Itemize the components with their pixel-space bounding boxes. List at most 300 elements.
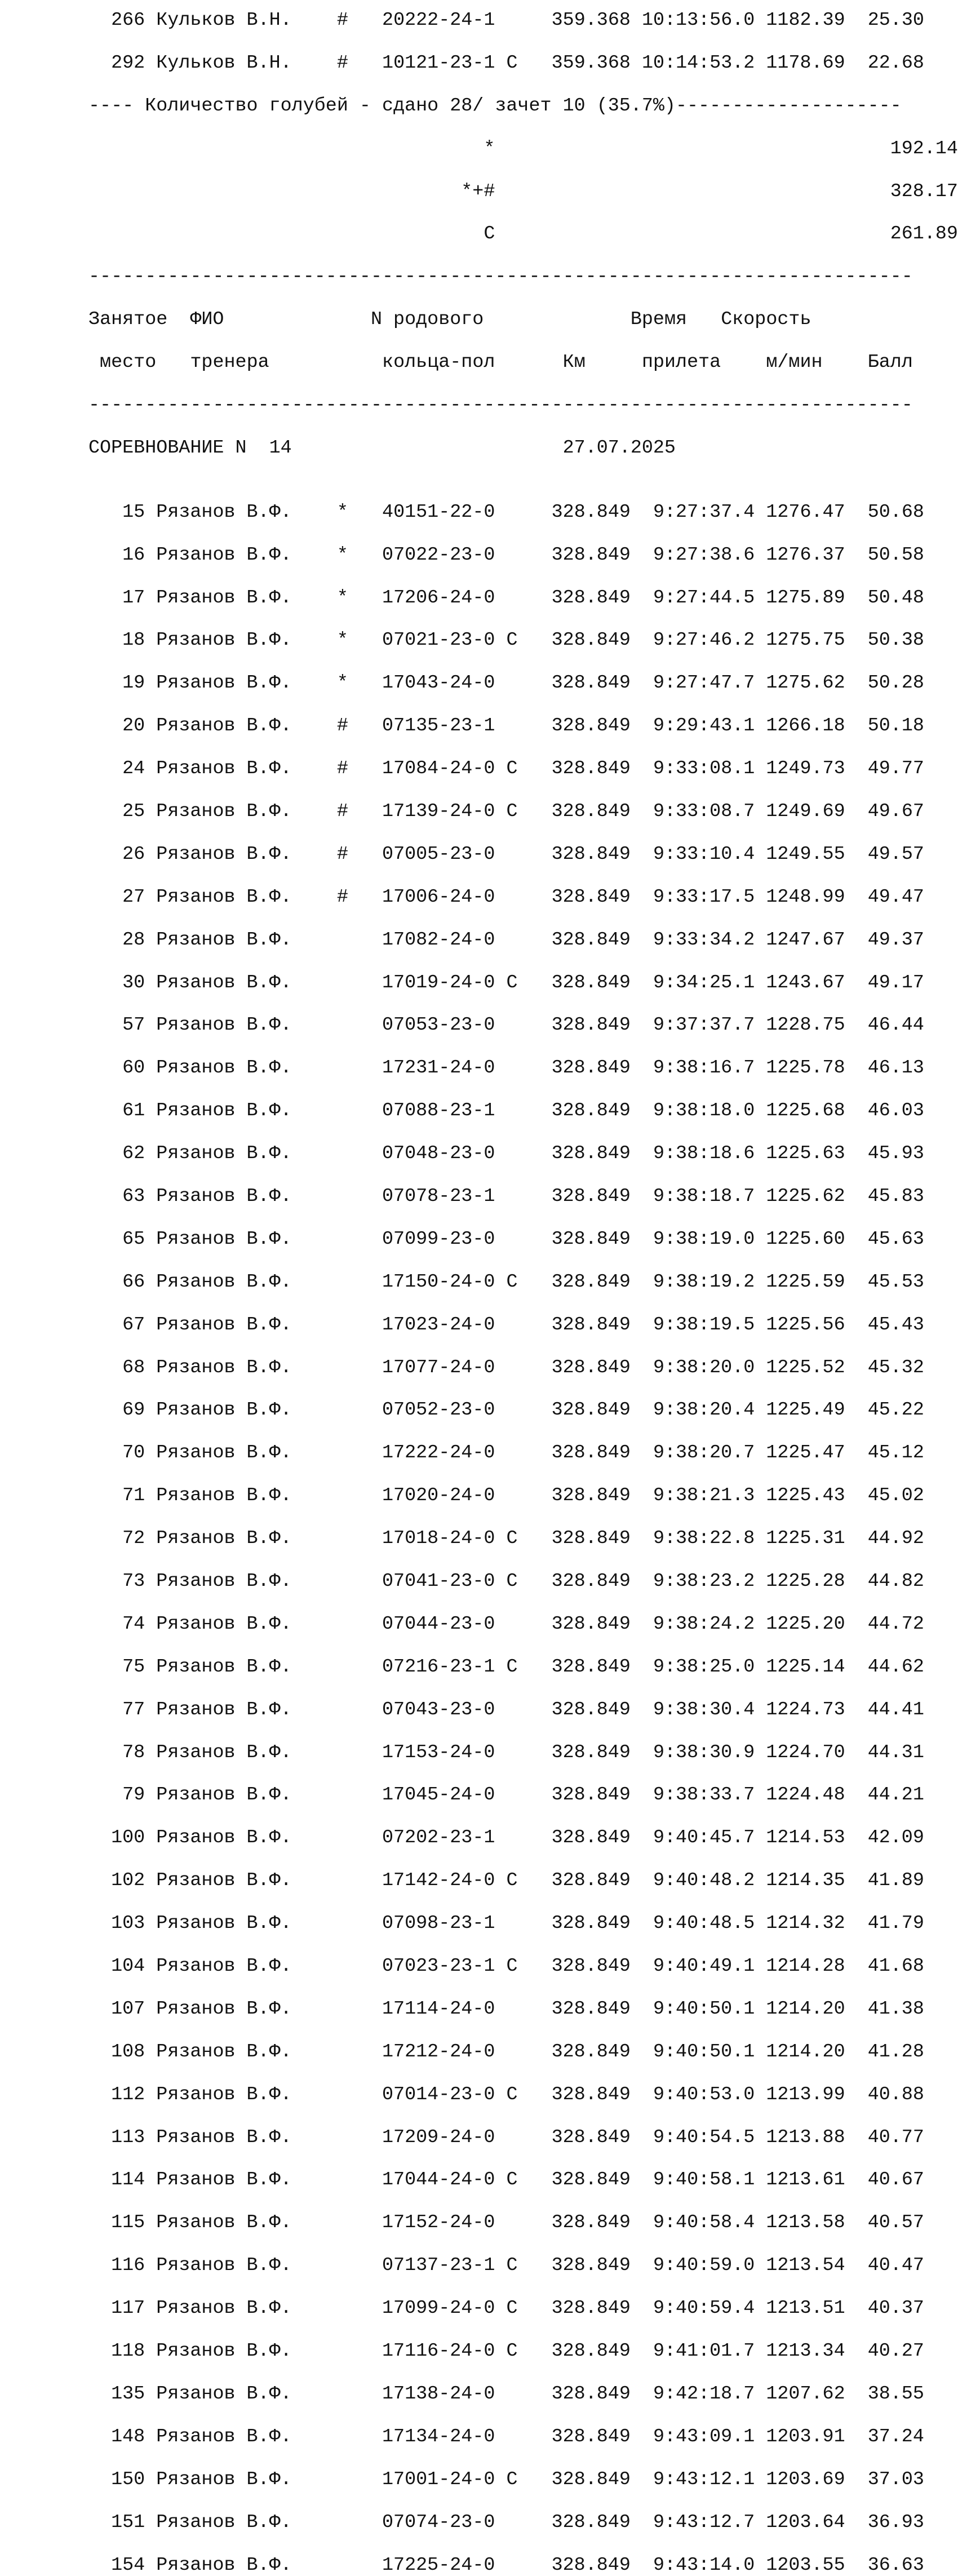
distance-km: 328.849 bbox=[552, 2469, 631, 2490]
place: 67 bbox=[122, 1314, 145, 1336]
points: 44.41 bbox=[868, 1699, 924, 1721]
arrival-time: 9:38:24.2 bbox=[653, 1613, 755, 1635]
result-row bbox=[88, 1999, 958, 2020]
trainer-name: Рязанов В.Ф. bbox=[156, 1913, 291, 1934]
speed: 1225.31 bbox=[766, 1528, 845, 1549]
arrival-time: 9:41:01.7 bbox=[653, 2340, 755, 2362]
arrival-time: 9:40:58.4 bbox=[653, 2212, 755, 2233]
arrival-time: 9:40:50.1 bbox=[653, 1998, 755, 2020]
place: 26 bbox=[122, 844, 145, 865]
arrival-time: 9:38:22.8 bbox=[653, 1528, 755, 1549]
points: 45.22 bbox=[868, 1399, 924, 1421]
speed: 1178.69 bbox=[766, 52, 845, 74]
ring-number: 07137-23-1 bbox=[382, 2255, 495, 2276]
distance-km: 328.849 bbox=[552, 1571, 631, 1592]
trainer-name: Рязанов В.Ф. bbox=[156, 1571, 291, 1592]
distance-km: 328.849 bbox=[552, 1057, 631, 1079]
group-mark: # bbox=[337, 52, 348, 74]
trainer-name: Рязанов В.Ф. bbox=[156, 844, 291, 865]
place: 16 bbox=[122, 544, 145, 566]
result-row bbox=[88, 1486, 958, 1507]
arrival-time: 9:40:49.1 bbox=[653, 1956, 755, 1977]
place: 62 bbox=[122, 1143, 145, 1164]
result-row bbox=[88, 1358, 958, 1379]
ring-number: 07048-23-0 bbox=[382, 1143, 495, 1164]
place: 20 bbox=[122, 715, 145, 737]
result-row bbox=[88, 1186, 958, 1208]
ring-number: 07005-23-0 bbox=[382, 844, 495, 865]
ring-number: 07099-23-0 bbox=[382, 1229, 495, 1250]
arrival-time: 9:40:54.5 bbox=[653, 2127, 755, 2148]
place: 154 bbox=[111, 2555, 145, 2576]
ring-number: 17206-24-0 bbox=[382, 587, 495, 609]
speed: 1275.75 bbox=[766, 629, 845, 651]
distance-km: 328.849 bbox=[552, 2127, 631, 2148]
arrival-time: 9:40:58.1 bbox=[653, 2169, 755, 2191]
speed: 1225.60 bbox=[766, 1229, 845, 1250]
speed: 1276.37 bbox=[766, 544, 845, 566]
results-table bbox=[88, 502, 958, 2576]
ring-number: 17134-24-0 bbox=[382, 2426, 495, 2448]
speed: 1203.91 bbox=[766, 2426, 845, 2448]
distance-km: 328.849 bbox=[552, 2555, 631, 2576]
result-row bbox=[88, 1743, 958, 1764]
place: 150 bbox=[111, 2469, 145, 2490]
sex-mark: C bbox=[506, 1271, 517, 1293]
arrival-time: 9:40:48.2 bbox=[653, 1870, 755, 1891]
ring-number: 40151-22-0 bbox=[382, 502, 495, 523]
speed: 1213.61 bbox=[766, 2169, 845, 2191]
points: 40.77 bbox=[868, 2127, 924, 2148]
ring-number: 17006-24-0 bbox=[382, 886, 495, 908]
points: 37.24 bbox=[868, 2426, 924, 2448]
place: 118 bbox=[111, 2340, 145, 2362]
points: 50.68 bbox=[868, 502, 924, 523]
place: 72 bbox=[122, 1528, 145, 1549]
result-row bbox=[88, 2127, 958, 2149]
ring-number: 07021-23-0 bbox=[382, 629, 495, 651]
result-row bbox=[88, 2042, 958, 2063]
distance-km: 328.849 bbox=[552, 2383, 631, 2405]
separator-line: ------------------------------------------------------------------------- bbox=[88, 267, 958, 288]
trainer-name: Рязанов В.Ф. bbox=[156, 2469, 291, 2490]
speed: 1225.63 bbox=[766, 1143, 845, 1164]
trainer-name: Рязанов В.Ф. bbox=[156, 1485, 291, 1506]
trainer-name: Рязанов В.Ф. bbox=[156, 2127, 291, 2148]
speed: 1248.99 bbox=[766, 886, 845, 908]
speed: 1225.56 bbox=[766, 1314, 845, 1336]
result-row bbox=[88, 716, 958, 737]
competition-row bbox=[88, 438, 958, 459]
ring-number: 07022-23-0 bbox=[382, 544, 495, 566]
arrival-time: 9:27:38.6 bbox=[653, 544, 755, 566]
subtotal-symbol: * bbox=[484, 138, 495, 159]
ring-number: 07023-23-1 bbox=[382, 1956, 495, 1977]
points: 40.88 bbox=[868, 2084, 924, 2105]
trainer-name: Рязанов В.Ф. bbox=[156, 1613, 291, 1635]
trainer-name: Рязанов В.Ф. bbox=[156, 587, 291, 609]
points: 40.47 bbox=[868, 2255, 924, 2276]
ring-number: 17044-24-0 bbox=[382, 2169, 495, 2191]
result-row bbox=[88, 1785, 958, 1806]
place: 25 bbox=[122, 801, 145, 822]
sex-mark: C bbox=[506, 2169, 517, 2191]
arrival-time: 9:38:33.7 bbox=[653, 1784, 755, 1806]
trainer-name: Рязанов В.Ф. bbox=[156, 629, 291, 651]
speed: 1213.99 bbox=[766, 2084, 845, 2105]
place: 60 bbox=[122, 1057, 145, 1079]
result-row bbox=[88, 673, 958, 694]
arrival-time: 9:40:45.7 bbox=[653, 1827, 755, 1848]
distance-km: 328.849 bbox=[552, 972, 631, 994]
points: 46.03 bbox=[868, 1100, 924, 1121]
result-row bbox=[88, 588, 958, 609]
place: 113 bbox=[111, 2127, 145, 2148]
points: 45.53 bbox=[868, 1271, 924, 1293]
arrival-time: 9:38:18.0 bbox=[653, 1100, 755, 1121]
result-row bbox=[88, 1315, 958, 1336]
group-mark: # bbox=[337, 844, 348, 865]
group-mark: # bbox=[337, 758, 348, 779]
distance-km: 328.849 bbox=[552, 1271, 631, 1293]
points: 49.77 bbox=[868, 758, 924, 779]
speed: 1214.35 bbox=[766, 1870, 845, 1891]
arrival-time: 9:38:19.5 bbox=[653, 1314, 755, 1336]
distance-km: 328.849 bbox=[552, 715, 631, 737]
distance-km: 328.849 bbox=[552, 1870, 631, 1891]
arrival-time: 9:38:30.9 bbox=[653, 1742, 755, 1763]
place: 75 bbox=[122, 1656, 145, 1678]
place: 107 bbox=[111, 1998, 145, 2020]
speed: 1249.69 bbox=[766, 801, 845, 822]
points: 45.83 bbox=[868, 1186, 924, 1207]
arrival-time: 9:37:37.7 bbox=[653, 1014, 755, 1036]
trainer-name: Рязанов В.Ф. bbox=[156, 1314, 291, 1336]
competition-date: 27.07.2025 bbox=[563, 437, 676, 459]
sex-mark: C bbox=[506, 2469, 517, 2490]
distance-km: 328.849 bbox=[552, 1143, 631, 1164]
arrival-time: 9:29:43.1 bbox=[653, 715, 755, 737]
speed: 1225.52 bbox=[766, 1357, 845, 1378]
arrival-time: 9:27:46.2 bbox=[653, 629, 755, 651]
distance-km: 328.849 bbox=[552, 758, 631, 779]
arrival-time: 9:38:21.3 bbox=[653, 1485, 755, 1506]
place: 27 bbox=[122, 886, 145, 908]
distance-km: 328.849 bbox=[552, 1485, 631, 1506]
place: 100 bbox=[111, 1827, 145, 1848]
points: 50.28 bbox=[868, 672, 924, 694]
result-row bbox=[88, 1614, 958, 1635]
col-km-header: Км bbox=[563, 352, 586, 373]
points: 37.03 bbox=[868, 2469, 924, 2490]
speed: 1225.49 bbox=[766, 1399, 845, 1421]
arrival-time: 9:38:20.0 bbox=[653, 1357, 755, 1378]
result-row bbox=[88, 2469, 958, 2491]
speed: 1225.62 bbox=[766, 1186, 845, 1207]
trainer-name: Рязанов В.Ф. bbox=[156, 1100, 291, 1121]
arrival-time: 9:33:10.4 bbox=[653, 844, 755, 865]
speed: 1225.78 bbox=[766, 1057, 845, 1079]
ring-number: 20222-24-1 bbox=[382, 10, 495, 31]
place: 115 bbox=[111, 2212, 145, 2233]
speed: 1225.20 bbox=[766, 1613, 845, 1635]
result-row bbox=[88, 1101, 958, 1122]
distance-km: 328.849 bbox=[552, 2169, 631, 2191]
trainer-name: Рязанов В.Ф. bbox=[156, 1742, 291, 1763]
trainer-name: Рязанов В.Ф. bbox=[156, 801, 291, 822]
distance-km: 328.849 bbox=[552, 1784, 631, 1806]
trainer-name: Рязанов В.Ф. bbox=[156, 2212, 291, 2233]
place: 103 bbox=[111, 1913, 145, 1934]
speed: 1225.47 bbox=[766, 1442, 845, 1464]
sex-mark: C bbox=[506, 972, 517, 994]
points: 50.18 bbox=[868, 715, 924, 737]
result-row bbox=[88, 801, 958, 823]
arrival-time: 9:38:20.7 bbox=[653, 1442, 755, 1464]
ring-number: 07078-23-1 bbox=[382, 1186, 495, 1207]
col-place-header: Занятое bbox=[88, 309, 167, 330]
ring-number: 17084-24-0 bbox=[382, 758, 495, 779]
separator-line: ------------------------------------------------------------------------- bbox=[88, 395, 958, 416]
ring-number: 17139-24-0 bbox=[382, 801, 495, 822]
distance-km: 328.849 bbox=[552, 2084, 631, 2105]
trainer-name: Рязанов В.Ф. bbox=[156, 1442, 291, 1464]
points: 41.38 bbox=[868, 1998, 924, 2020]
result-row bbox=[88, 759, 958, 780]
points: 41.89 bbox=[868, 1870, 924, 1891]
speed: 1203.69 bbox=[766, 2469, 845, 2490]
trainer-name: Рязанов В.Ф. bbox=[156, 544, 291, 566]
trainer-name: Рязанов В.Ф. bbox=[156, 929, 291, 951]
distance-km: 328.849 bbox=[552, 844, 631, 865]
arrival-time: 9:43:12.1 bbox=[653, 2469, 755, 2490]
col-points-header: Балл bbox=[868, 352, 913, 373]
arrival-time: 9:38:19.2 bbox=[653, 1271, 755, 1293]
points: 46.13 bbox=[868, 1057, 924, 1079]
trainer-name: Рязанов В.Ф. bbox=[156, 672, 291, 694]
arrival-time: 9:38:19.0 bbox=[653, 1229, 755, 1250]
speed: 1276.47 bbox=[766, 502, 845, 523]
distance-km: 328.849 bbox=[552, 2512, 631, 2533]
result-row bbox=[88, 1528, 958, 1550]
group-mark: * bbox=[337, 544, 348, 566]
trainer-name: Кульков В.Н. bbox=[156, 52, 291, 74]
result-row bbox=[88, 1700, 958, 1721]
points: 49.17 bbox=[868, 972, 924, 994]
subtotal-value: 192.14 bbox=[890, 138, 958, 159]
distance-km: 328.849 bbox=[552, 672, 631, 694]
place: 28 bbox=[122, 929, 145, 951]
result-row bbox=[88, 1143, 958, 1165]
trainer-name: Рязанов В.Ф. bbox=[156, 1528, 291, 1549]
speed: 1243.67 bbox=[766, 972, 845, 994]
distance-km: 328.849 bbox=[552, 1699, 631, 1721]
distance-km: 328.849 bbox=[552, 1357, 631, 1378]
distance-km: 328.849 bbox=[552, 1442, 631, 1464]
points: 40.57 bbox=[868, 2212, 924, 2233]
result-row bbox=[88, 502, 958, 524]
trainer-name: Рязанов В.Ф. bbox=[156, 1827, 291, 1848]
sex-mark: C bbox=[506, 1571, 517, 1592]
result-row bbox=[88, 973, 958, 994]
result-row bbox=[88, 2427, 958, 2448]
distance-km: 328.849 bbox=[552, 2298, 631, 2319]
result-row bbox=[88, 844, 958, 866]
group-mark: # bbox=[337, 801, 348, 822]
ring-number: 07014-23-0 bbox=[382, 2084, 495, 2105]
distance-km: 328.849 bbox=[552, 1399, 631, 1421]
col-ring-header: N родового bbox=[371, 309, 484, 330]
distance-km: 328.849 bbox=[552, 1827, 631, 1848]
arrival-time: 9:38:16.7 bbox=[653, 1057, 755, 1079]
ring-number: 07053-23-0 bbox=[382, 1014, 495, 1036]
ring-number: 17138-24-0 bbox=[382, 2383, 495, 2405]
arrival-time: 9:38:23.2 bbox=[653, 1571, 755, 1592]
col-name-header: ФИО bbox=[190, 309, 224, 330]
trainer-name: Рязанов В.Ф. bbox=[156, 1357, 291, 1378]
distance-km: 328.849 bbox=[552, 2041, 631, 2063]
points: 45.12 bbox=[868, 1442, 924, 1464]
trainer-name: Рязанов В.Ф. bbox=[156, 1870, 291, 1891]
ring-number: 17153-24-0 bbox=[382, 1742, 495, 1763]
speed: 1182.39 bbox=[766, 10, 845, 31]
trainer-name: Рязанов В.Ф. bbox=[156, 1699, 291, 1721]
place: 68 bbox=[122, 1357, 145, 1378]
place: 78 bbox=[122, 1742, 145, 1763]
place: 17 bbox=[122, 587, 145, 609]
trainer-name: Рязанов В.Ф. bbox=[156, 1956, 291, 1977]
speed: 1214.28 bbox=[766, 1956, 845, 1977]
col-name-header: тренера bbox=[190, 352, 269, 373]
ring-number: 17212-24-0 bbox=[382, 2041, 495, 2063]
speed: 1275.89 bbox=[766, 587, 845, 609]
ring-number: 17043-24-0 bbox=[382, 672, 495, 694]
result-row bbox=[88, 2298, 958, 2320]
ring-number: 17225-24-0 bbox=[382, 2555, 495, 2576]
ring-number: 17099-24-0 bbox=[382, 2298, 495, 2319]
speed: 1214.20 bbox=[766, 1998, 845, 2020]
group-mark: # bbox=[337, 10, 348, 31]
place: 114 bbox=[111, 2169, 145, 2191]
sex-mark: C bbox=[506, 2084, 517, 2105]
place: 104 bbox=[111, 1956, 145, 1977]
col-ring-header: кольца-пол bbox=[382, 352, 495, 373]
ring-number: 07044-23-0 bbox=[382, 1613, 495, 1635]
result-row bbox=[88, 1571, 958, 1593]
ring-number: 10121-23-1 bbox=[382, 52, 495, 74]
trainer-name: Рязанов В.Ф. bbox=[156, 2169, 291, 2191]
result-row bbox=[88, 1913, 958, 1935]
group-mark: # bbox=[337, 715, 348, 737]
result-row bbox=[88, 2255, 958, 2277]
ring-number: 07052-23-0 bbox=[382, 1399, 495, 1421]
subtotal-value: 328.17 bbox=[890, 181, 958, 202]
trainer-name: Рязанов В.Ф. bbox=[156, 2298, 291, 2319]
points: 38.55 bbox=[868, 2383, 924, 2405]
competition-label: СОРЕВНОВАНИЕ N 14 bbox=[88, 437, 292, 459]
group-mark: * bbox=[337, 629, 348, 651]
distance-km: 328.849 bbox=[552, 1913, 631, 1934]
trainer-name: Рязанов В.Ф. bbox=[156, 1229, 291, 1250]
arrival-time: 9:40:50.1 bbox=[653, 2041, 755, 2063]
ring-number: 17018-24-0 bbox=[382, 1528, 495, 1549]
speed: 1213.88 bbox=[766, 2127, 845, 2148]
arrival-time: 9:33:08.7 bbox=[653, 801, 755, 822]
arrival-time: 9:40:53.0 bbox=[653, 2084, 755, 2105]
speed: 1203.55 bbox=[766, 2555, 845, 2576]
place: 148 bbox=[111, 2426, 145, 2448]
trainer-name: Рязанов В.Ф. bbox=[156, 2255, 291, 2276]
place: 19 bbox=[122, 672, 145, 694]
result-row bbox=[88, 545, 958, 566]
speed: 1214.32 bbox=[766, 1913, 845, 1934]
sex-mark: C bbox=[506, 1656, 517, 1678]
result-row bbox=[88, 2555, 958, 2576]
points: 25.30 bbox=[868, 10, 924, 31]
result-row bbox=[88, 1870, 958, 1892]
column-header-row-1 bbox=[88, 309, 958, 331]
place: 18 bbox=[122, 629, 145, 651]
result-row bbox=[88, 1443, 958, 1464]
speed: 1247.67 bbox=[766, 929, 845, 951]
arrival-time: 10:13:56.0 bbox=[642, 10, 755, 31]
ring-number: 07202-23-1 bbox=[382, 1827, 495, 1848]
arrival-time: 9:42:18.7 bbox=[653, 2383, 755, 2405]
trainer-name: Рязанов В.Ф. bbox=[156, 1014, 291, 1036]
sex-mark: C bbox=[506, 1870, 517, 1891]
ring-number: 17222-24-0 bbox=[382, 1442, 495, 1464]
distance-km: 328.849 bbox=[552, 929, 631, 951]
speed: 1225.68 bbox=[766, 1100, 845, 1121]
ring-number: 07135-23-1 bbox=[382, 715, 495, 737]
arrival-time: 9:27:44.5 bbox=[653, 587, 755, 609]
ring-number: 17114-24-0 bbox=[382, 1998, 495, 2020]
trainer-name: Рязанов В.Ф. bbox=[156, 2084, 291, 2105]
arrival-time: 9:40:59.4 bbox=[653, 2298, 755, 2319]
place: 117 bbox=[111, 2298, 145, 2319]
place: 292 bbox=[111, 52, 145, 74]
sex-mark: C bbox=[506, 801, 517, 822]
distance-km: 328.849 bbox=[552, 1742, 631, 1763]
trainer-name: Рязанов В.Ф. bbox=[156, 972, 291, 994]
result-row bbox=[88, 1828, 958, 1849]
speed: 1266.18 bbox=[766, 715, 845, 737]
subtotal-row bbox=[88, 139, 958, 160]
arrival-time: 9:38:18.7 bbox=[653, 1186, 755, 1207]
result-row bbox=[88, 887, 958, 908]
points: 41.28 bbox=[868, 2041, 924, 2063]
ring-number: 17150-24-0 bbox=[382, 1271, 495, 1293]
points: 44.92 bbox=[868, 1528, 924, 1549]
arrival-time: 9:43:09.1 bbox=[653, 2426, 755, 2448]
speed: 1249.55 bbox=[766, 844, 845, 865]
sex-mark: C bbox=[506, 2340, 517, 2362]
sex-mark: C bbox=[506, 1528, 517, 1549]
points: 46.44 bbox=[868, 1014, 924, 1036]
subtotal-row bbox=[88, 181, 958, 203]
points: 36.63 bbox=[868, 2555, 924, 2576]
sex-mark: C bbox=[506, 2255, 517, 2276]
distance-km: 328.849 bbox=[552, 587, 631, 609]
trainer-name: Рязанов В.Ф. bbox=[156, 886, 291, 908]
arrival-time: 9:43:12.7 bbox=[653, 2512, 755, 2533]
place: 73 bbox=[122, 1571, 145, 1592]
trainer-name: Рязанов В.Ф. bbox=[156, 1143, 291, 1164]
result-row bbox=[88, 1956, 958, 1978]
speed: 1207.62 bbox=[766, 2383, 845, 2405]
speed: 1213.34 bbox=[766, 2340, 845, 2362]
group-mark: # bbox=[337, 886, 348, 908]
